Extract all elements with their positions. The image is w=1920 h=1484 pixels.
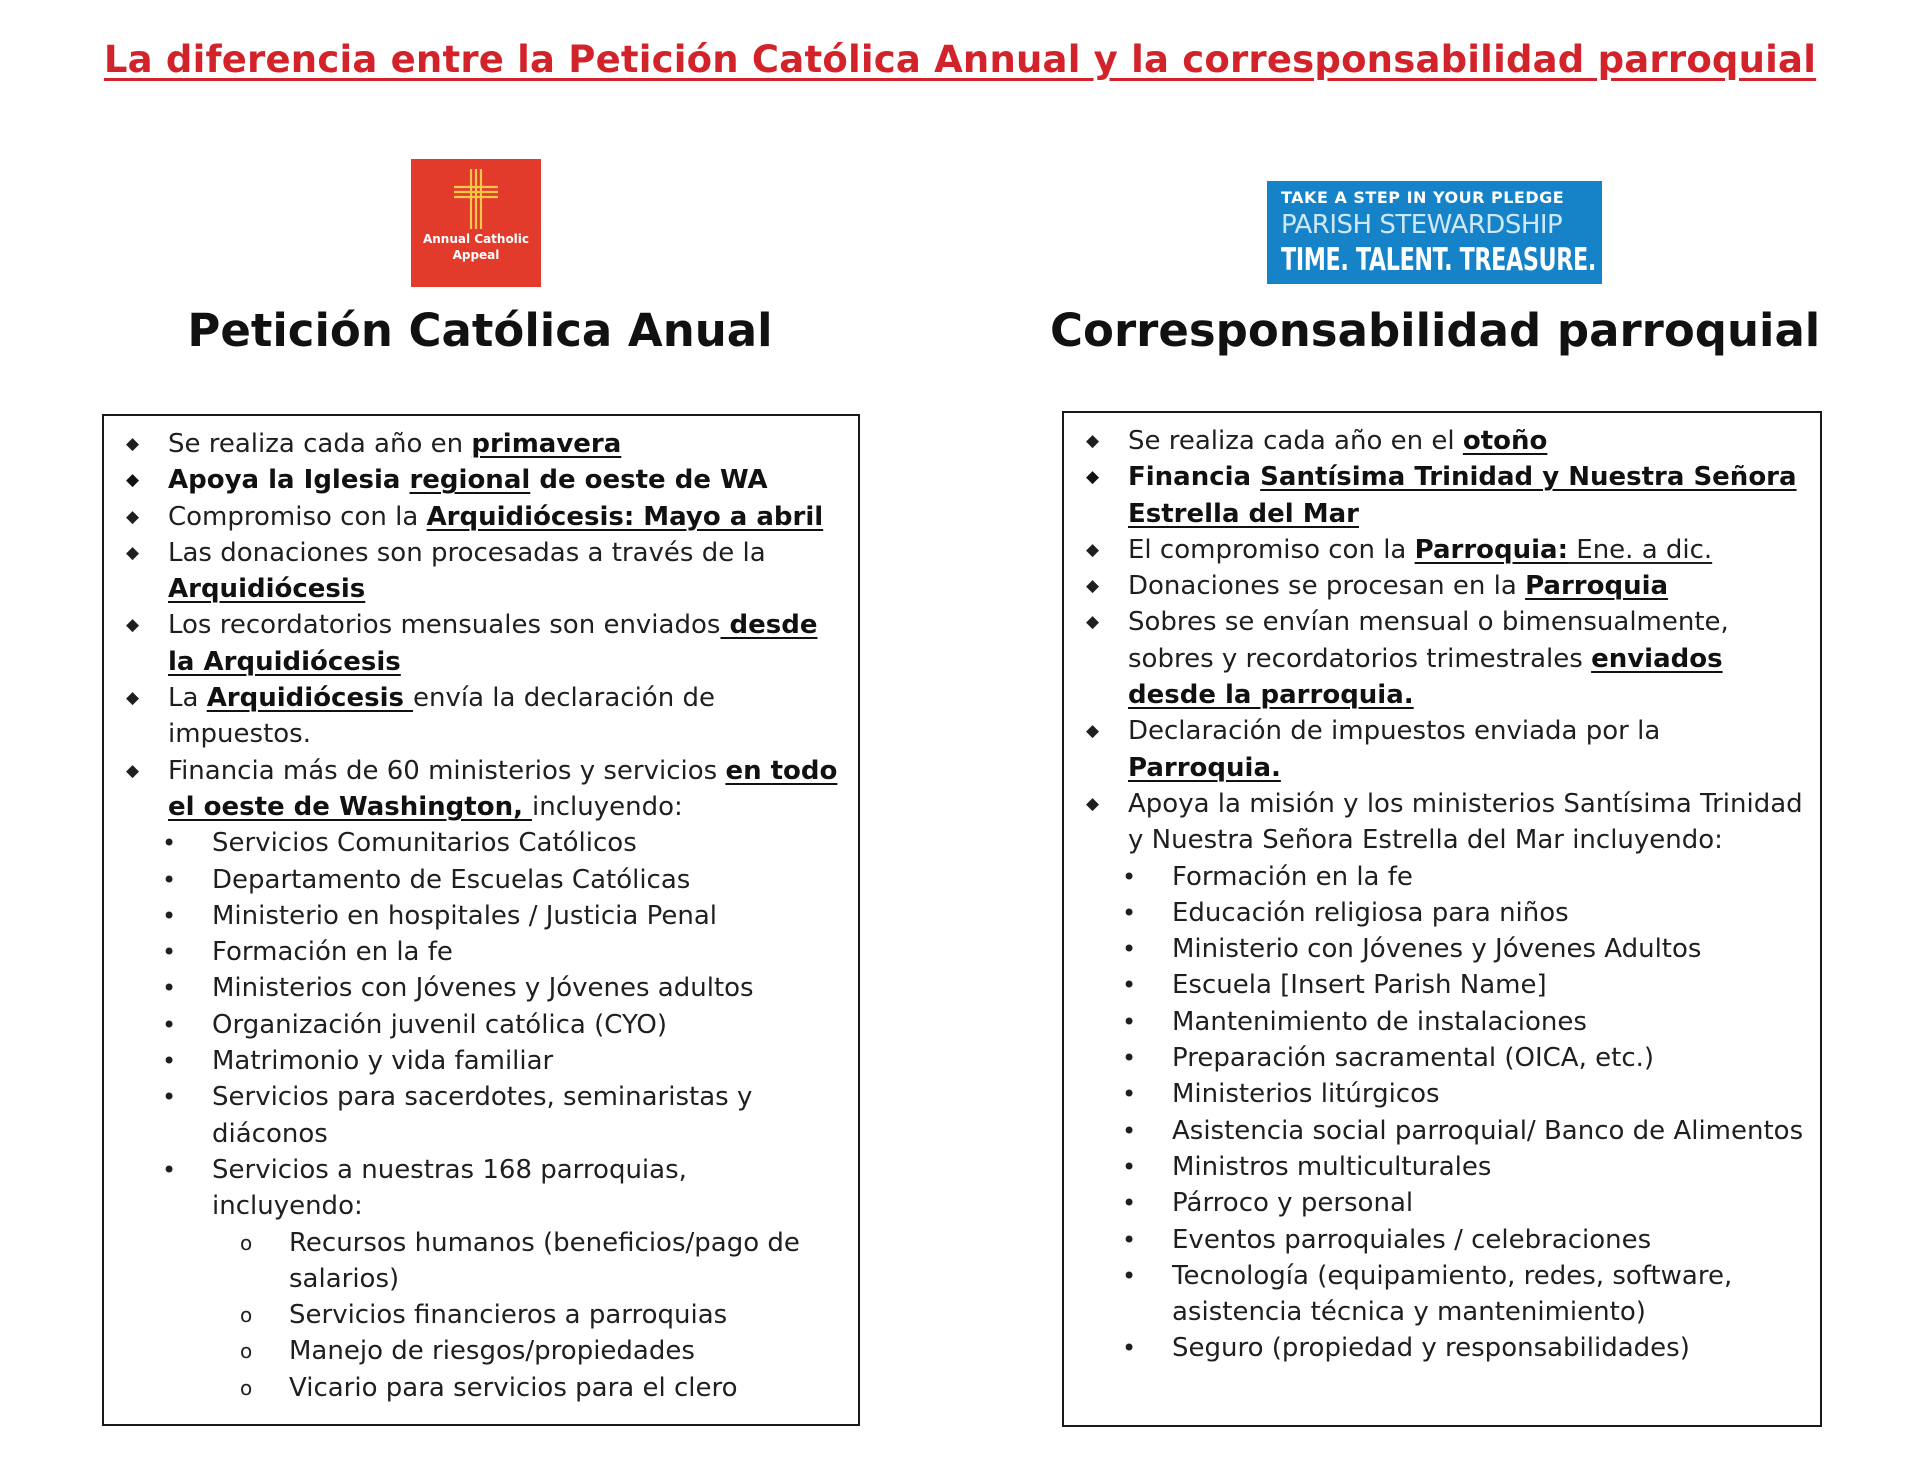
- list-item: ◆ Se realiza cada año en el otoño: [1084, 423, 1806, 459]
- list-item: ◆ Las donaciones son procesadas a través de la Arquidiócesis: [124, 535, 844, 608]
- aca-logo-line2: Appeal: [452, 248, 500, 262]
- list-item: ◆ Financia Santísima Trinidad y Nuestra Señora Estrella del Mar: [1084, 459, 1806, 532]
- list-item: ◆ Donaciones se procesan en la Parroquia: [1084, 568, 1806, 604]
- list-item: o Vicario para servicios para el clero: [124, 1370, 844, 1406]
- left-column-heading: Petición Católica Anual: [187, 304, 773, 357]
- list-item: o Servicios financieros a parroquias: [124, 1297, 844, 1333]
- list-item: ◆ Apoya la Iglesia regional de oeste de WA: [124, 462, 844, 498]
- list-item: • Eventos parroquiales / celebraciones: [1084, 1222, 1806, 1258]
- list-item: ◆ Apoya la misión y los ministerios Santísima Trinidad y Nuestra Señora Estrella del Mar incluyendo:: [1084, 786, 1806, 859]
- list-item: • Educación religiosa para niños: [1084, 895, 1806, 931]
- list-item: • Preparación sacramental (OICA, etc.): [1084, 1040, 1806, 1076]
- list-item: • Párroco y personal: [1084, 1185, 1806, 1221]
- ps-logo-line2: PARISH STEWARDSHIP: [1281, 210, 1563, 240]
- list-item: ◆ La Arquidiócesis envía la declaración de impuestos.: [124, 680, 844, 753]
- list-item: • Asistencia social parroquial/ Banco de Alimentos: [1084, 1113, 1806, 1149]
- list-item: • Departamento de Escuelas Católicas: [124, 862, 844, 898]
- aca-logo-line1: Annual Catholic: [422, 232, 530, 246]
- list-item: • Mantenimiento de instalaciones: [1084, 1004, 1806, 1040]
- list-item: • Servicios para sacerdotes, seminaristas y diáconos: [124, 1079, 844, 1152]
- list-item: • Seguro (propiedad y responsabilidades): [1084, 1330, 1806, 1366]
- annual-catholic-appeal-logo: [411, 159, 541, 287]
- right-column-heading: Corresponsabilidad parroquial: [1050, 304, 1821, 357]
- parish-stewardship-list: [1084, 423, 1806, 1367]
- cross-icon: [448, 167, 504, 231]
- list-item: • Escuela [Insert Parish Name]: [1084, 967, 1806, 1003]
- list-item: ◆ Sobres se envían mensual o bimensualmente, sobres y recordatorios trimestrales enviados desde la parroquia.: [1084, 604, 1806, 713]
- list-item: • Tecnología (equipamiento, redes, software, asistencia técnica y mantenimiento): [1084, 1258, 1806, 1331]
- parish-stewardship-box: [1062, 411, 1822, 1427]
- ps-logo-line1: TAKE A STEP IN YOUR PLEDGE: [1281, 188, 1565, 207]
- list-item: ◆ Declaración de impuestos enviada por la Parroquia.: [1084, 713, 1806, 786]
- list-item: • Servicios a nuestras 168 parroquias, incluyendo:: [124, 1152, 844, 1225]
- list-item: • Ministerios con Jóvenes y Jóvenes adultos: [124, 970, 844, 1006]
- list-item: ◆ El compromiso con la Parroquia: Ene. a dic.: [1084, 532, 1806, 568]
- list-item: • Ministros multiculturales: [1084, 1149, 1806, 1185]
- list-item: • Formación en la fe: [124, 934, 844, 970]
- annual-appeal-list: [124, 426, 844, 1406]
- list-item: ◆ Los recordatorios mensuales son enviados desde la Arquidiócesis: [124, 607, 844, 680]
- list-item: • Organización juvenil católica (CYO): [124, 1007, 844, 1043]
- ps-logo-line3: TIME. TALENT. TREASURE.: [1281, 242, 1596, 278]
- list-item: • Matrimonio y vida familiar: [124, 1043, 844, 1079]
- annual-appeal-box: [102, 414, 860, 1426]
- list-item: • Ministerio en hospitales / Justicia Penal: [124, 898, 844, 934]
- page-title: La diferencia entre la Petición Católica Annual y la corresponsabilidad parroquial: [103, 38, 1817, 81]
- list-item: • Ministerios litúrgicos: [1084, 1076, 1806, 1112]
- list-item: ◆ Se realiza cada año en primavera: [124, 426, 844, 462]
- list-item: o Recursos humanos (beneficios/pago de salarios): [124, 1225, 844, 1298]
- list-item: o Manejo de riesgos/propiedades: [124, 1333, 844, 1369]
- list-item: • Ministerio con Jóvenes y Jóvenes Adultos: [1084, 931, 1806, 967]
- list-item: • Formación en la fe: [1084, 859, 1806, 895]
- parish-stewardship-logo: [1267, 181, 1602, 284]
- list-item: ◆ Financia más de 60 ministerios y servicios en todo el oeste de Washington, incluyendo:: [124, 753, 844, 826]
- list-item: ◆ Compromiso con la Arquidiócesis: Mayo a abril: [124, 499, 844, 535]
- list-item: • Servicios Comunitarios Católicos: [124, 825, 844, 861]
